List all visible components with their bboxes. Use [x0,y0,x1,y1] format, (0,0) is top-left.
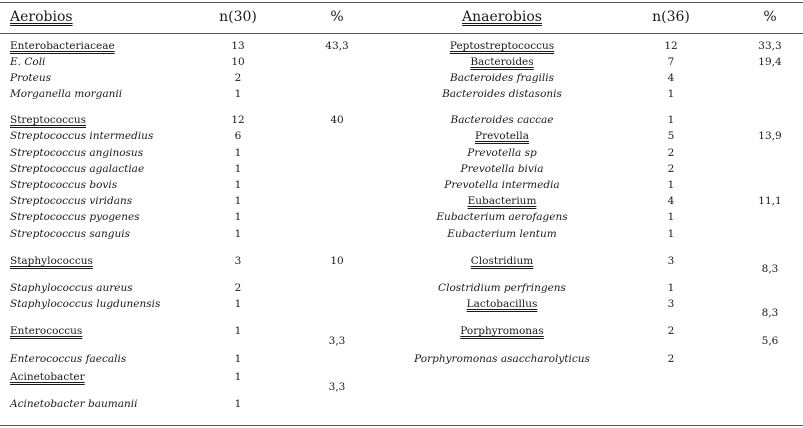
ana-count: 5 [667,130,675,142]
ana-species-name: Porphyromonas asaccharolyticus [414,353,590,365]
bottom-rule [0,425,803,426]
ana-species-name: Eubacterium aerofagens [436,211,568,223]
aer-species-name: Streptococcus agalactiae [10,163,145,175]
ana-count: 4 [667,195,675,207]
ana-count: 12 [664,40,678,52]
aer-count: 12 [231,114,245,126]
aer-species-name: Acinetobacter baumanii [10,398,138,410]
ana-count: 3 [667,298,675,310]
ana-genus-name: Peptostreptococcus [449,40,555,52]
ana-percent: 8,3 [761,307,779,319]
header-pct-aerobios: % [330,9,344,25]
ana-genus-name: Clostridium [470,255,534,267]
aer-count: 1 [234,371,242,383]
ana-count: 1 [667,114,675,126]
aer-count: 1 [234,298,242,310]
ana-count: 1 [667,211,675,223]
aer-count: 2 [234,72,242,84]
ana-count: 2 [667,163,675,175]
aer-species-name: E. Coli [10,56,46,68]
ana-percent: 8,3 [761,263,779,275]
aer-count: 1 [234,398,242,410]
header-n-aerobios: n(30) [219,9,257,25]
aer-percent: 3,3 [328,381,346,393]
header-aerobios: Aerobios [10,9,73,25]
top-rule [0,2,803,3]
aer-count: 13 [231,40,245,52]
ana-count: 1 [667,282,675,294]
aer-percent: 40 [330,114,344,126]
aer-percent: 10 [330,255,344,267]
aer-count: 1 [234,179,242,191]
header-rule [0,33,803,34]
aer-count: 2 [234,282,242,294]
aer-species-name: Streptococcus bovis [10,179,118,191]
aer-genus-name: Staphylococcus [10,255,93,267]
ana-species-name: Bacteroides fragilis [449,72,555,84]
aer-species-name: Streptococcus viridans [10,195,133,207]
aer-species-name: Streptococcus sanguis [10,228,131,240]
aer-count: 1 [234,325,242,337]
ana-percent: 33,3 [758,40,782,52]
ana-count: 4 [667,72,675,84]
aer-species-name: Streptococcus anginosus [10,147,144,159]
aer-species-name: Enterococcus faecalis [10,353,127,365]
ana-genus-name: Eubacterium [467,195,537,207]
ana-count: 3 [667,255,675,267]
ana-genus-name: Lactobacillus [466,298,538,310]
aer-genus-name: Acinetobacter [10,371,85,383]
aer-count: 1 [234,147,242,159]
aer-count: 3 [234,255,242,267]
ana-species-name: Bacteroides distasonis [442,88,562,100]
ana-count: 2 [667,325,675,337]
ana-count: 1 [667,179,675,191]
ana-genus-name: Porphyromonas [460,325,544,337]
aer-genus-name: Enterococcus [10,325,83,337]
aer-count: 1 [234,163,242,175]
ana-count: 1 [667,88,675,100]
ana-species-name: Prevotella sp [467,147,537,159]
header-anaerobios: Anaerobios [462,9,542,25]
ana-percent: 11,1 [758,195,782,207]
ana-genus-name: Bacteroides [470,56,534,68]
aer-count: 1 [234,353,242,365]
header-pct-anaerobios: % [763,9,777,25]
ana-species-name: Prevotella intermedia [444,179,560,191]
aer-species-name: Staphylococcus lugdunensis [10,298,161,310]
ana-count: 2 [667,353,675,365]
aer-species-name: Staphylococcus aureus [10,282,133,294]
aer-species-name: Streptococcus pyogenes [10,211,140,223]
aer-species-name: Streptococcus intermedius [10,130,154,142]
ana-genus-name: Prevotella [475,130,529,142]
aer-count: 1 [234,195,242,207]
ana-species-name: Eubacterium lentum [447,228,557,240]
ana-percent: 19,4 [758,56,782,68]
aer-count: 10 [231,56,245,68]
aer-count: 1 [234,228,242,240]
aer-count: 6 [234,130,242,142]
aer-species-name: Morganella morganii [10,88,123,100]
aer-genus-name: Enterobacteriaceae [10,40,115,52]
aer-percent: 43,3 [325,40,349,52]
ana-species-name: Clostridium perfringens [438,282,566,294]
header-n-anaerobios: n(36) [652,9,690,25]
ana-count: 2 [667,147,675,159]
aer-count: 1 [234,88,242,100]
ana-species-name: Bacteroides caccae [450,114,554,126]
ana-count: 7 [667,56,675,68]
ana-count: 1 [667,228,675,240]
ana-percent: 13,9 [758,130,782,142]
ana-percent: 5,6 [761,335,779,347]
aer-genus-name: Streptococcus [10,114,87,126]
aer-species-name: Proteus [10,72,51,84]
aer-percent: 3,3 [328,335,346,347]
ana-species-name: Prevotella bivia [460,163,544,175]
aer-count: 1 [234,211,242,223]
